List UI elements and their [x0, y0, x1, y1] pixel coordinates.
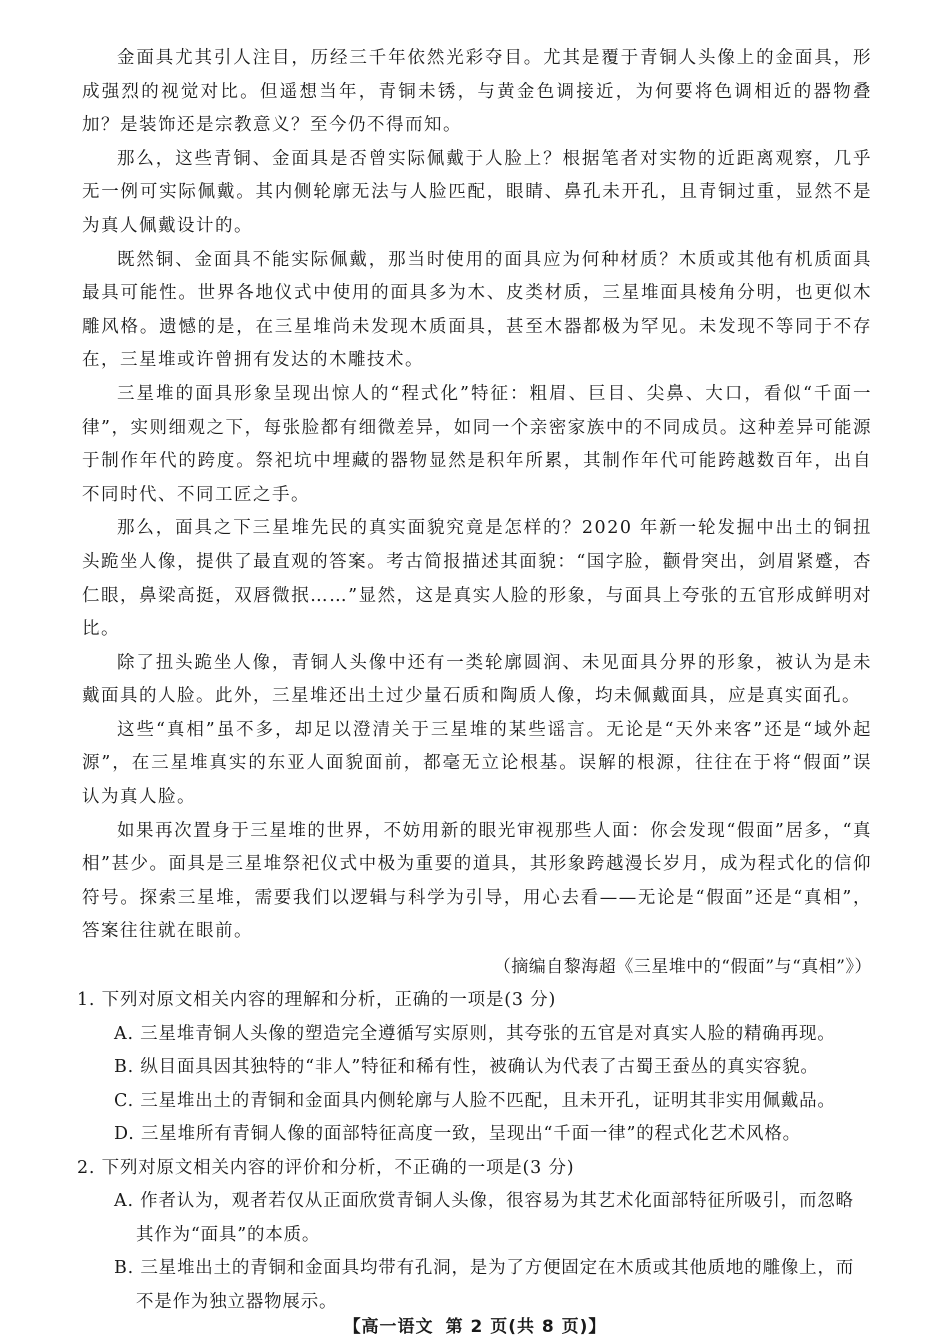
passage-paragraph: 三星堆的面具形象呈现出惊人的“程式化”特征：粗眉、巨目、尖鼻、大口，看似“千面一律”，实则细观之下，每张脸都有细微差异，如同一个亲密家族中的不同成员。这种差异可能源于制作年代的跨度。祭祀坑中埋藏的器物显然是积年所累，其制作年代可能跨越数百年，出自不同时代、不同工匠之手。	[82, 383, 872, 505]
footer-subject: 【高一语文	[343, 1317, 434, 1337]
reading-passage	[82, 42, 872, 984]
option-c: C. 三星堆出土的青铜和金面具内侧轮廓与人脸不匹配，且未开孔，证明其非实用佩戴品。	[114, 1090, 836, 1111]
footer-page-number: 第 2 页(共 8 页)】	[445, 1317, 607, 1337]
passage-paragraph: 如果再次置身于三星堆的世界，不妨用新的眼光审视那些人面：你会发现“假面”居多，“真相”甚少。面具是三星堆祭祀仪式中极为重要的道具，其形象跨越漫长岁月，成为程式化的信仰符号。探索三星堆，需要我们以逻辑与科学为引导，用心去看——无论是“假面”还是“真相”，答案往往就在眼前。	[82, 820, 872, 942]
page-footer	[0, 1312, 950, 1337]
option-b: B. 三星堆出土的青铜和金面具均带有孔洞，是为了方便固定在木质或其他质地的雕像上，而不是作为独立器物展示。	[114, 1258, 855, 1312]
question-2	[77, 1152, 872, 1320]
passage-paragraph: 既然铜、金面具不能实际佩戴，那当时使用的面具应为何种材质？木质或其他有机质面具最具可能性。世界各地仪式中使用的面具多为木、皮类材质，三星堆面具棱角分明，也更似木雕风格。遗憾的是，在三星堆尚未发现木质面具，甚至木器都极为罕见。未发现不等同于不存在，三星堆或许曾拥有发达的木雕技术。	[82, 249, 872, 371]
passage-paragraph: 除了扭头跪坐人像，青铜人头像中还有一类轮廓圆润、未见面具分界的形象，被认为是未戴面具的人脸。此外，三星堆还出土过少量石质和陶质人像，均未佩戴面具，应是真实面孔。	[82, 652, 872, 707]
passage-paragraph: 那么，这些青铜、金面具是否曾实际佩戴于人脸上？根据笔者对实物的近距离观察，几乎无一例可实际佩戴。其内侧轮廓无法与人脸匹配，眼睛、鼻孔未开孔，且青铜过重，显然不是为真人佩戴设计的。	[82, 148, 872, 236]
question-stem: 1. 下列对原文相关内容的理解和分析，正确的一项是(3 分)	[77, 990, 557, 1011]
question-stem: 2. 下列对原文相关内容的评价和分析，不正确的一项是(3 分)	[77, 1157, 575, 1178]
passage-paragraph: 金面具尤其引人注目，历经三千年依然光彩夺目。尤其是覆于青铜人头像上的金面具，形成强烈的视觉对比。但遥想当年，青铜未锈，与黄金色调接近，为何要将色调相近的器物叠加？是装饰还是宗教意义？至今仍不得而知。	[82, 48, 872, 136]
passage-source: （摘编自黎海超《三星堆中的“假面”与“真相”》）	[493, 957, 872, 978]
option-a: A. 三星堆青铜人头像的塑造完全遵循写实原则，其夸张的五官是对真实人脸的精确再现。	[114, 1023, 836, 1044]
passage-paragraph: 那么，面具之下三星堆先民的真实面貌究竟是怎样的？2020 年新一轮发掘中出土的铜扭头跪坐人像，提供了最直观的答案。考古简报描述其面貌：“国字脸，颧骨突出，剑眉紧蹙，杏仁眼，鼻梁高挺，双唇微抿……”显然，这是真实人脸的形象，与面具上夸张的五官形成鲜明对比。	[82, 518, 872, 640]
option-a: A. 作者认为，观者若仅从正面欣赏青铜人头像，很容易为其艺术化面部特征所吸引，而忽略其作为“面具”的本质。	[114, 1191, 854, 1245]
question-1	[77, 984, 872, 1152]
passage-paragraph: 这些“真相”虽不多，却足以澄清关于三星堆的某些谣言。无论是“天外来客”还是“域外起源”，在三星堆真实的东亚人面貌面前，都毫无立论根基。误解的根源，往往在于将“假面”误认为真人脸。	[82, 719, 872, 808]
option-b: B. 纵目面具因其独特的“非人”特征和稀有性，被确认为代表了古蜀王蚕丛的真实容貌。	[114, 1057, 819, 1078]
exam-page	[77, 42, 872, 1319]
option-d: D. 三星堆所有青铜人像的面部特征高度一致，呈现出“千面一律”的程式化艺术风格。	[114, 1124, 801, 1145]
